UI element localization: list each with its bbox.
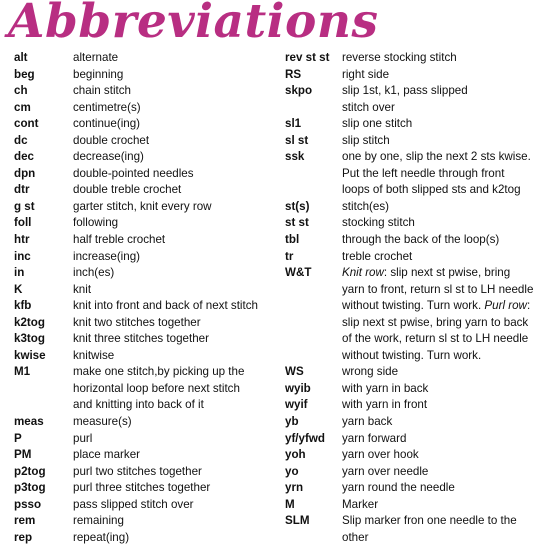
abbreviation-definition xyxy=(73,315,284,332)
definition-line: yarn forward xyxy=(342,431,407,445)
abbreviation-term: p2tog xyxy=(14,464,46,478)
definition-line: yarn to front, return sl st to LH needle xyxy=(342,282,534,296)
definition-line: yarn round the needle xyxy=(342,481,455,495)
abbreviation-definition xyxy=(73,232,284,249)
abbreviation-term: M xyxy=(285,497,295,511)
definition-line: loops of both slipped sts and k2tog xyxy=(342,183,521,197)
abbreviation-definition xyxy=(342,67,547,84)
abbreviation-term: rep xyxy=(14,530,33,544)
abbreviation-entry xyxy=(285,397,547,414)
abbreviation-definition xyxy=(73,497,284,514)
abbreviation-term: WS xyxy=(285,365,304,379)
definition-line: inch(es) xyxy=(73,266,115,280)
definition-line xyxy=(342,265,547,282)
abbreviation-term: rem xyxy=(14,514,36,528)
definition-line: knit two stitches together xyxy=(73,315,201,329)
definition-line: decrease(ing) xyxy=(73,150,144,164)
abbreviation-definition xyxy=(342,232,547,249)
italic-term: Purl row xyxy=(484,299,527,313)
abbreviation-definition xyxy=(73,298,284,315)
abbreviation-term: tbl xyxy=(285,233,300,247)
abbreviation-term: cont xyxy=(14,117,39,131)
definition-line: other xyxy=(342,530,369,544)
abbreviation-term: skpo xyxy=(285,84,313,98)
abbreviation-term: yf/yfwd xyxy=(285,431,325,445)
abbreviation-entry xyxy=(14,100,284,117)
definition-line: make one stitch,by picking up the xyxy=(73,365,245,379)
abbreviation-entry xyxy=(285,364,547,381)
definition-line: pass slipped stitch over xyxy=(73,497,194,511)
definition-line: beginning xyxy=(73,67,124,81)
abbreviation-term: yoh xyxy=(285,448,306,462)
abbreviation-entry xyxy=(14,215,284,232)
abbreviation-entry xyxy=(285,50,547,67)
abbreviation-entry xyxy=(14,530,284,546)
abbreviation-entry xyxy=(14,447,284,464)
abbreviation-term: yrn xyxy=(285,481,304,495)
abbreviation-entry xyxy=(14,232,284,249)
abbreviation-term: dc xyxy=(14,133,28,147)
definition-line: with yarn in front xyxy=(342,398,428,412)
abbreviation-entry xyxy=(285,116,547,133)
abbreviation-entry xyxy=(285,265,547,364)
definition-line: stocking stitch xyxy=(342,216,415,230)
definition-line: of the work, return sl st to LH needle xyxy=(342,332,529,346)
definition-line: knit three stitches together xyxy=(73,332,209,346)
abbreviation-definition xyxy=(73,166,284,183)
abbreviation-term: SLM xyxy=(285,514,310,528)
abbreviation-term: dtr xyxy=(14,183,30,197)
definition-line: following xyxy=(73,216,119,230)
definition-line: treble crochet xyxy=(342,249,413,263)
abbreviation-definition xyxy=(342,364,547,381)
definition-line xyxy=(342,298,547,315)
abbreviation-term: g st xyxy=(14,199,35,213)
abbreviation-term: M1 xyxy=(14,365,31,379)
definition-line: double treble crochet xyxy=(73,183,182,197)
abbreviation-definition xyxy=(342,116,547,133)
abbreviation-entry xyxy=(14,166,284,183)
italic-term: Knit row xyxy=(342,266,384,280)
abbreviation-entry xyxy=(285,215,547,232)
definition-line: wrong side xyxy=(342,365,399,379)
abbreviation-definition xyxy=(73,530,284,546)
abbreviation-term: ssk xyxy=(285,150,305,164)
definition-line: increase(ing) xyxy=(73,249,141,263)
abbreviation-entry xyxy=(285,67,547,84)
abbreviation-definition xyxy=(342,265,547,364)
abbreviation-definition xyxy=(342,431,547,448)
abbreviation-entry xyxy=(285,431,547,448)
abbreviation-term: st(s) xyxy=(285,199,310,213)
abbreviation-term: RS xyxy=(285,67,302,81)
definition-line: Put the left needle through front xyxy=(342,166,505,180)
abbreviation-definition xyxy=(73,282,284,299)
definition-line: slip stitch xyxy=(342,133,390,147)
abbreviation-definition xyxy=(342,133,547,150)
definition-line: yarn back xyxy=(342,415,393,429)
abbreviation-entry xyxy=(14,265,284,282)
definition-line: half treble crochet xyxy=(73,233,166,247)
abbreviation-entry xyxy=(14,282,284,299)
abbreviation-entry xyxy=(285,513,547,546)
abbreviation-term: beg xyxy=(14,67,35,81)
abbreviation-entry xyxy=(14,182,284,199)
abbreviation-term: psso xyxy=(14,497,42,511)
abbreviation-entry xyxy=(14,298,284,315)
abbreviation-term: inc xyxy=(14,249,31,263)
abbreviation-entry xyxy=(14,149,284,166)
abbreviation-term: p3tog xyxy=(14,481,46,495)
definition-line: knitwise xyxy=(73,348,115,362)
abbreviation-definition xyxy=(73,182,284,199)
abbreviation-term: k2tog xyxy=(14,315,45,329)
abbreviation-term: meas xyxy=(14,415,44,429)
abbreviation-entry xyxy=(285,480,547,497)
abbreviation-definition xyxy=(342,497,547,514)
abbreviation-term: cm xyxy=(14,100,31,114)
abbreviation-term: wyif xyxy=(285,398,308,412)
abbreviation-definition xyxy=(73,50,284,67)
definition-line: stitch over xyxy=(342,100,395,114)
definition-line: remaining xyxy=(73,514,124,528)
abbreviation-entry xyxy=(14,67,284,84)
abbreviation-term: kwise xyxy=(14,348,46,362)
definition-line: yarn over hook xyxy=(342,448,419,462)
abbreviation-term: htr xyxy=(14,233,30,247)
abbreviation-term: tr xyxy=(285,249,294,263)
abbreviation-definition xyxy=(73,348,284,365)
abbreviation-entry xyxy=(285,149,547,199)
abbreviation-term: sl st xyxy=(285,133,309,147)
abbreviation-definition xyxy=(73,431,284,448)
definition-text: : xyxy=(526,299,531,313)
abbreviation-term: yo xyxy=(285,464,299,478)
definition-line: measure(s) xyxy=(73,415,132,429)
abbreviation-definition xyxy=(342,381,547,398)
definition-line: Marker xyxy=(342,497,379,511)
abbreviation-term: W&T xyxy=(285,266,312,280)
definition-line: double crochet xyxy=(73,133,150,147)
abbreviation-definition xyxy=(342,199,547,216)
abbreviation-definition xyxy=(342,414,547,431)
abbreviation-definition xyxy=(342,50,547,67)
definition-line: slip one stitch xyxy=(342,117,413,131)
definition-line: double-pointed needles xyxy=(73,166,194,180)
abbreviation-term: alt xyxy=(14,51,28,64)
abbreviation-definition xyxy=(342,215,547,232)
abbreviation-entry xyxy=(14,513,284,530)
abbreviation-definition xyxy=(73,480,284,497)
definition-line: and knitting into back of it xyxy=(73,398,204,412)
abbreviation-entry xyxy=(285,83,547,116)
definition-line: horizontal loop before next stitch xyxy=(73,381,240,395)
abbreviation-definition xyxy=(73,265,284,282)
definition-line: one by one, slip the next 2 sts kwise. xyxy=(342,150,531,164)
abbreviation-definition xyxy=(342,447,547,464)
definition-line: Slip marker fron one needle to the xyxy=(342,514,517,528)
abbreviation-entry xyxy=(14,83,284,100)
definition-line: centimetre(s) xyxy=(73,100,141,114)
abbreviation-entry xyxy=(285,497,547,514)
definition-line: knit xyxy=(73,282,92,296)
abbreviation-definition xyxy=(342,249,547,266)
definition-line: continue(ing) xyxy=(73,117,141,131)
abbreviation-definition xyxy=(73,464,284,481)
abbreviation-entry xyxy=(285,199,547,216)
abbreviation-definition xyxy=(73,331,284,348)
definition-line: with yarn in back xyxy=(342,381,429,395)
abbreviation-definition xyxy=(342,480,547,497)
abbreviation-entry xyxy=(14,315,284,332)
abbreviation-entry xyxy=(14,331,284,348)
abbreviation-entry xyxy=(285,133,547,150)
definition-line: purl three stitches together xyxy=(73,481,211,495)
definition-line: alternate xyxy=(73,51,119,64)
abbreviation-term: st st xyxy=(285,216,309,230)
abbreviation-term: dec xyxy=(14,150,34,164)
definition-line: purl two stitches together xyxy=(73,464,202,478)
abbreviation-list-right xyxy=(285,50,547,546)
abbreviation-entry xyxy=(285,249,547,266)
definition-line: slip next st pwise, bring yarn to back xyxy=(342,315,529,329)
definition-text: without twisting. Turn work. xyxy=(342,299,485,313)
definition-line: without twisting. Turn work. xyxy=(342,348,482,362)
definition-line: purl xyxy=(73,431,93,445)
abbreviation-definition xyxy=(73,149,284,166)
abbreviation-list-left xyxy=(14,50,284,546)
abbreviation-term: dpn xyxy=(14,166,36,180)
abbreviation-definition xyxy=(73,199,284,216)
definition-line: right side xyxy=(342,67,390,81)
definition-line: repeat(ing) xyxy=(73,530,130,544)
definition-line: knit into front and back of next stitch xyxy=(73,299,258,313)
abbreviation-definition xyxy=(342,149,547,199)
abbreviation-definition xyxy=(342,464,547,481)
abbreviation-definition xyxy=(73,447,284,464)
abbreviation-definition xyxy=(73,249,284,266)
abbreviation-entry xyxy=(285,232,547,249)
abbreviation-entry xyxy=(285,464,547,481)
abbreviation-entry xyxy=(14,464,284,481)
abbreviation-term: in xyxy=(14,266,25,280)
abbreviation-entry xyxy=(285,447,547,464)
definition-line: yarn over needle xyxy=(342,464,429,478)
abbreviation-entry xyxy=(14,431,284,448)
abbreviation-entry xyxy=(14,249,284,266)
abbreviation-entry xyxy=(14,116,284,133)
abbreviation-definition xyxy=(342,83,547,116)
abbreviation-term: k3tog xyxy=(14,332,45,346)
abbreviation-term: P xyxy=(14,431,22,445)
abbreviation-entry xyxy=(14,497,284,514)
definition-line: through the back of the loop(s) xyxy=(342,233,500,247)
abbreviation-definition xyxy=(73,67,284,84)
abbreviation-definition xyxy=(73,116,284,133)
abbreviation-term: wyib xyxy=(285,381,311,395)
abbreviation-term: sl1 xyxy=(285,117,302,131)
abbreviation-entry xyxy=(285,414,547,431)
abbreviation-entry xyxy=(14,133,284,150)
abbreviation-entry xyxy=(14,50,284,67)
page-title: Abbreviations xyxy=(8,0,379,49)
definition-line: place marker xyxy=(73,448,141,462)
definition-line: reverse stocking stitch xyxy=(342,51,457,64)
abbreviation-definition xyxy=(342,513,547,546)
abbreviation-entry xyxy=(14,364,284,414)
definition-line: chain stitch xyxy=(73,84,131,98)
abbreviation-entry xyxy=(14,199,284,216)
abbreviation-definition xyxy=(73,100,284,117)
abbreviation-term: K xyxy=(14,282,23,296)
abbreviation-term: PM xyxy=(14,448,32,462)
abbreviation-definition xyxy=(342,397,547,414)
abbreviation-definition xyxy=(73,133,284,150)
abbreviation-entry xyxy=(14,414,284,431)
definition-line: stitch(es) xyxy=(342,199,390,213)
abbreviation-definition xyxy=(73,215,284,232)
abbreviation-entry xyxy=(14,348,284,365)
abbreviation-term: foll xyxy=(14,216,32,230)
abbreviation-definition xyxy=(73,364,284,414)
abbreviation-term: rev st st xyxy=(285,51,330,64)
definition-text: : slip next st pwise, bring xyxy=(383,266,511,280)
abbreviation-term: ch xyxy=(14,84,28,98)
abbreviation-definition xyxy=(73,414,284,431)
abbreviation-definition xyxy=(73,83,284,100)
abbreviation-term: yb xyxy=(285,415,299,429)
abbreviation-entry xyxy=(14,480,284,497)
abbreviation-entry xyxy=(285,381,547,398)
definition-line: garter stitch, knit every row xyxy=(73,199,212,213)
abbreviation-definition xyxy=(73,513,284,530)
abbreviation-term: kfb xyxy=(14,299,32,313)
definition-line: slip 1st, k1, pass slipped xyxy=(342,84,468,98)
